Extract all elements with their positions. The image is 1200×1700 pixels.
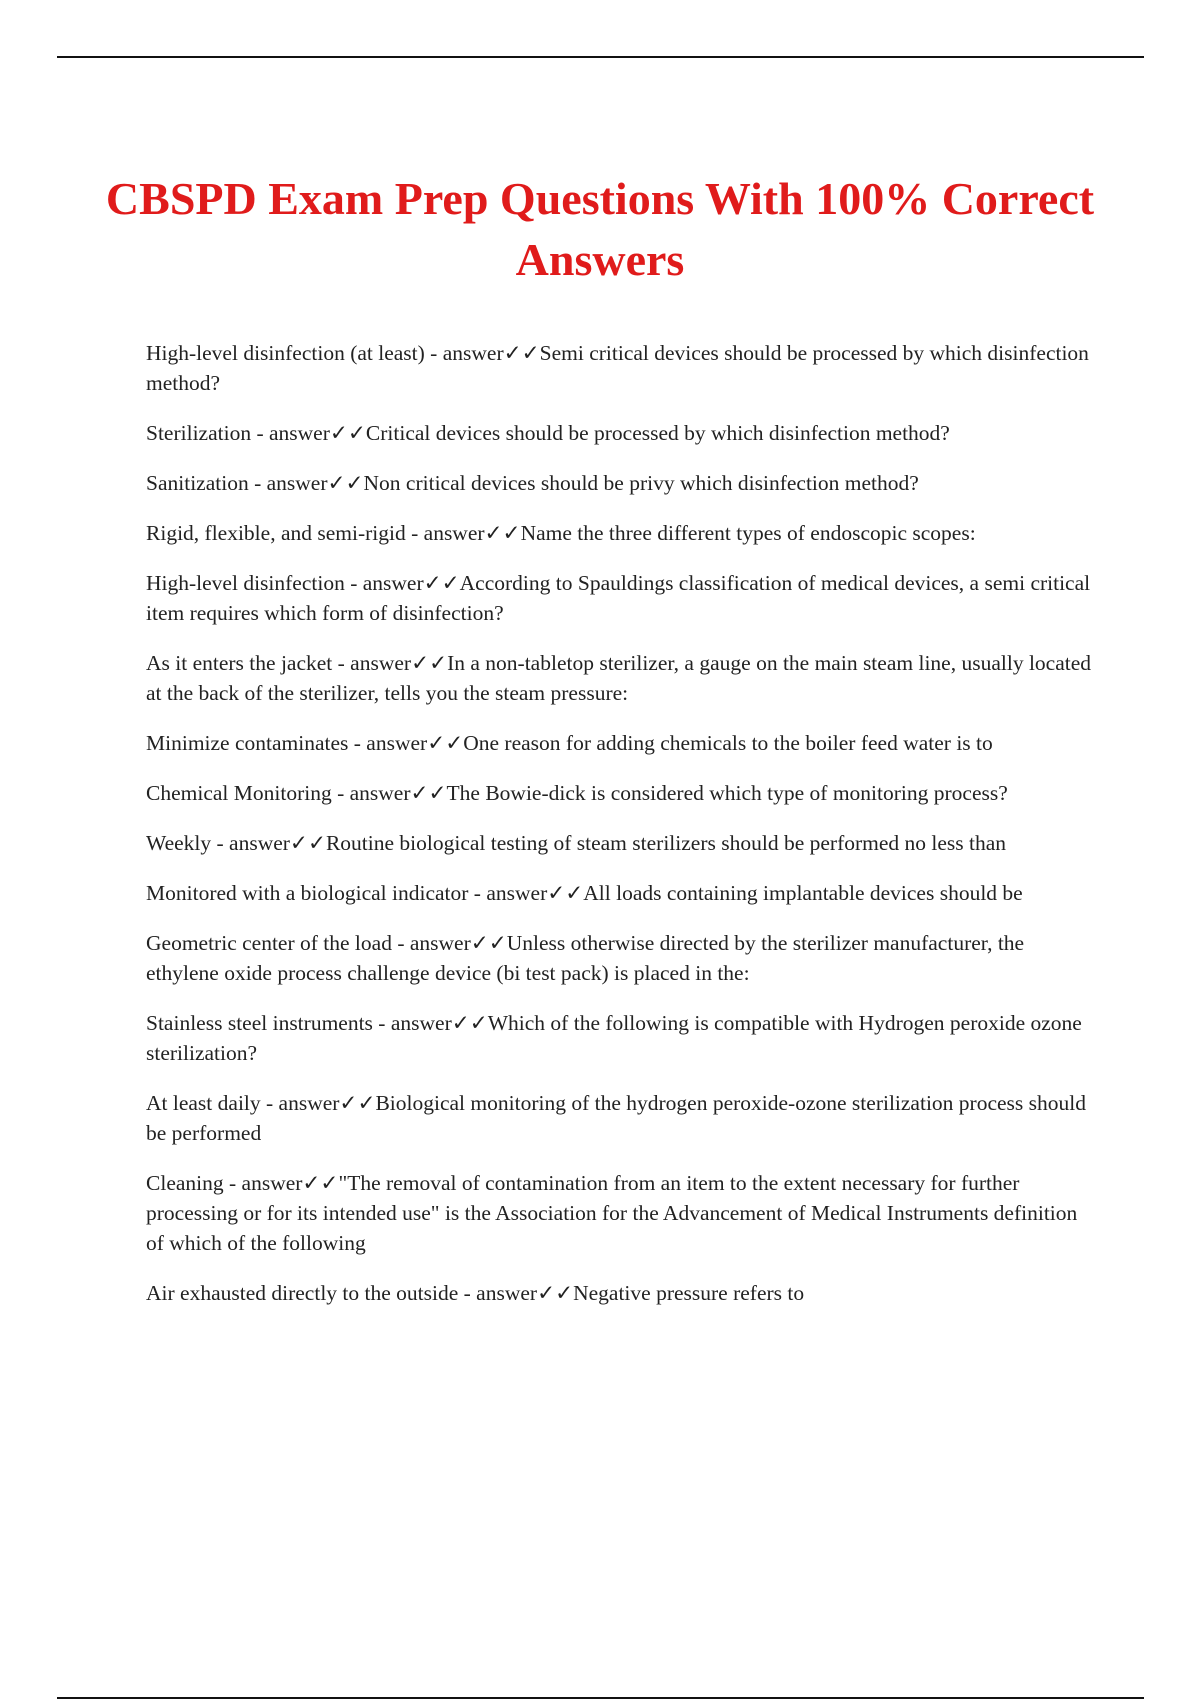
qa-item-2: Sterilization - answer✓✓Critical devices should be processed by which disinfection method? — [146, 421, 950, 445]
document-title: CBSPD Exam Prep Questions With 100% Correct Answers — [105, 173, 1095, 285]
qa-item-6: As it enters the jacket - answer✓✓In a non-tabletop sterilizer, a gauge on the main steam line, usually located at the back of the sterilizer, tells you the steam pressure: — [146, 651, 1092, 705]
qa-item-15: Air exhausted directly to the outside - answer✓✓Negative pressure refers to — [146, 1281, 805, 1305]
qa-item-12: Stainless steel instruments - answer✓✓Which of the following is compatible with Hydrogen peroxide ozone sterilization? — [146, 1011, 1082, 1065]
qa-item-10: Monitored with a biological indicator - answer✓✓All loads containing implantable devices should be — [146, 881, 1023, 905]
qa-item-7: Minimize contaminates - answer✓✓One reason for adding chemicals to the boiler feed water is to — [146, 731, 993, 755]
qa-item-8: Chemical Monitoring - answer✓✓The Bowie-dick is considered which type of monitoring process? — [146, 781, 1008, 805]
bottom-rule — [57, 1697, 1144, 1699]
qa-item-11: Geometric center of the load - answer✓✓Unless otherwise directed by the sterilizer manufacturer, the ethylene oxide process challenge device (bi test pack) is placed in the: — [146, 931, 1025, 985]
qa-item-13: At least daily - answer✓✓Biological monitoring of the hydrogen peroxide-ozone sterilization process should be performed — [146, 1091, 1086, 1145]
qa-item-1: High-level disinfection (at least) - answer✓✓Semi critical devices should be processed by which disinfection method? — [146, 341, 1089, 395]
qa-item-5: High-level disinfection - answer✓✓According to Spauldings classification of medical devices, a semi critical item requires which form of disinfection? — [146, 571, 1091, 625]
qa-item-9: Weekly - answer✓✓Routine biological testing of steam sterilizers should be performed no less than — [146, 831, 1007, 855]
qa-item-14: Cleaning - answer✓✓"The removal of contamination from an item to the extent necessary for further processing or for its intended use" is the Association for the Advancement of Medical Instruments definition of which of the following — [146, 1171, 1078, 1255]
qa-list — [146, 338, 1096, 1328]
top-rule — [57, 56, 1144, 58]
qa-item-4: Rigid, flexible, and semi-rigid - answer✓✓Name the three different types of endoscopic scopes: — [146, 521, 976, 545]
qa-item-3: Sanitization - answer✓✓Non critical devices should be privy which disinfection method? — [146, 471, 919, 495]
